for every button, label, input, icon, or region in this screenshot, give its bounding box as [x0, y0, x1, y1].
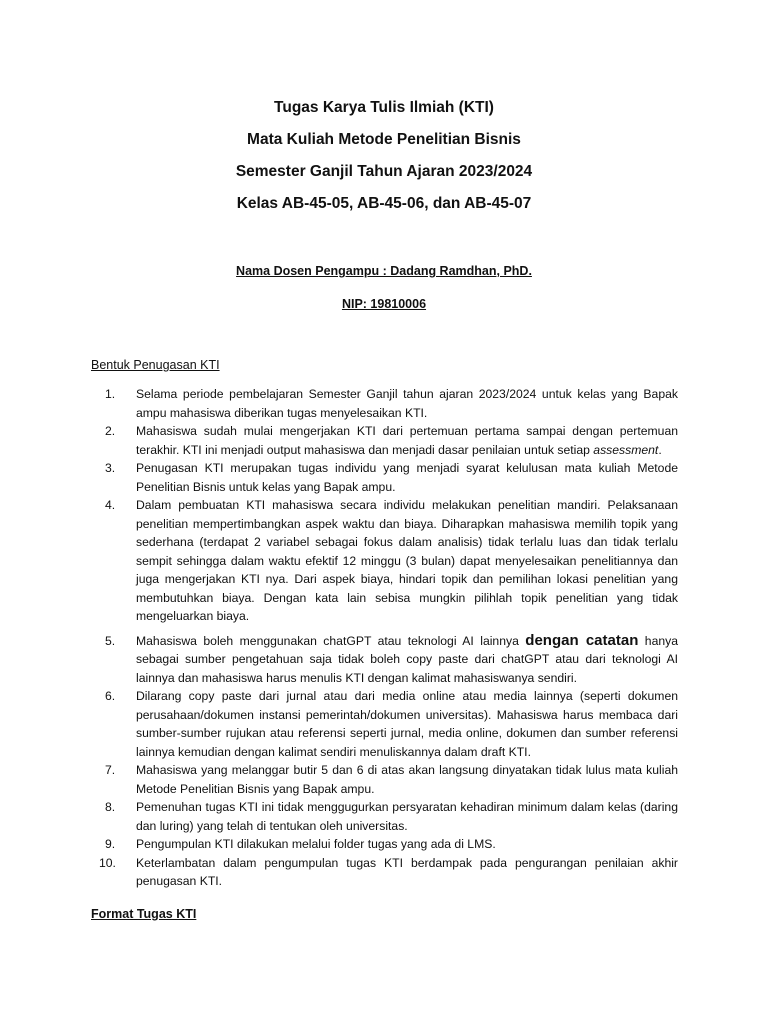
list-item: [91, 632, 678, 688]
list-number: 2.: [105, 424, 116, 438]
list-text: Mahasiswa boleh menggunakan chatGPT atau teknologi AI lainnya: [136, 633, 526, 648]
list-text: Pengumpulan KTI dilakukan melalui folder tugas yang ada di LMS.: [136, 837, 496, 851]
list-number: 9.: [105, 837, 116, 851]
list-item: [91, 459, 678, 496]
list-item: [91, 854, 678, 891]
list-text-emphasis: dengan catatan: [525, 631, 639, 649]
list-item: [91, 496, 678, 626]
list-text: Dalam pembuatan KTI mahasiswa secara individu melakukan penelitian mandiri. Pelaksanaan penelitian mempertimbangkan aspek waktu dan biaya. Diharapkan mahasiswa memilih topik yang sederhana (terdapat 2 variabel sebagai fokus dalam analisis) tidak terlalu luas dan tidak terlalu sempit sehingga dalam waktu efektif 12 minggu (3 bulan) dapat menyelesaikan penelitiannya dan juga mengerjakan KTI nya. Dari aspek biaya, hindari topik dan pemilihan lokasi penelitian yang membutuhkan biaya. Dengan kata lain sebisa mungkin pilihlah topik penelitian yang tidak mengeluarkan biaya.: [136, 498, 678, 623]
lecturer-name: Nama Dosen Pengampu : Dadang Ramdhan, PhD.: [236, 264, 532, 278]
list-number: 6.: [105, 689, 116, 703]
list-text-tail: hanya sebagai sumber pengetahuan saja tidak boleh copy paste dari chatGPT atau dari teknologi AI lainnya dan mahasiswa harus menulis KTI dengan kalimat mahasiswanya sendiri.: [136, 633, 679, 685]
list-number: 3.: [105, 461, 116, 475]
list-number: 8.: [105, 800, 116, 814]
list-text: Keterlambatan dalam pengumpulan tugas KTI berdampak pada pengurangan penilaian akhir penugasan KTI.: [136, 855, 678, 888]
list-text: Pemenuhan tugas KTI ini tidak menggugurkan persyaratan kehadiran minimum dalam kelas (daring dan luring) yang telah di tentukan oleh universitas.: [136, 800, 678, 833]
list-text: Dilarang copy paste dari jurnal atau dari media online atau media lainnya (seperti dokumen perusahaan/dokumen instansi pemerintah/dokumen universitas). Mahasiswa harus membaca dari sumber-sumber rujukan atau referensi seperti jurnal, media online, dokumen dan sumber referensi lainnya kemudian dengan kalimat sendiri menuliskannya dalam draft KTI.: [136, 689, 678, 759]
title-line-4: Kelas AB-45-05, AB-45-06, dan AB-45-07: [236, 195, 532, 212]
list-text: Selama periode pembelajaran Semester Ganjil tahun ajaran 2023/2024 untuk kelas yang Bapak ampu mahasiswa diberikan tugas menyelesaikan KTI.: [136, 387, 678, 420]
list-item: [91, 835, 678, 854]
list-item: [91, 687, 678, 761]
list-item: [91, 761, 678, 798]
list-text: Penugasan KTI merupakan tugas individu yang menjadi syarat kelulusan mata kuliah Metode Penelitian Bisnis untuk kelas yang Bapak ampu.: [136, 461, 678, 494]
list-number: 4.: [105, 498, 116, 512]
list-number: 10.: [99, 855, 116, 870]
list-item: [91, 798, 678, 835]
list-number: 1.: [105, 387, 116, 401]
list-text: Mahasiswa yang melanggar butir 5 dan 6 di atas akan langsung dinyatakan tidak lulus mata kuliah Metode Penelitian Bisnis yang Bapak ampu.: [136, 763, 678, 796]
section-heading-format: Format Tugas KTI: [91, 907, 197, 921]
list-text-italic: assessment: [593, 442, 659, 457]
list-item: [91, 422, 678, 459]
assignment-rules-list: [91, 385, 678, 891]
list-number: 7.: [105, 763, 116, 777]
title-line-1: Tugas Karya Tulis Ilmiah (KTI): [274, 99, 494, 116]
list-text: Mahasiswa sudah mulai mengerjakan KTI dari pertemuan pertama sampai dengan pertemuan terakhir. KTI ini menjadi output mahasiswa dan menjadi dasar penilaian untuk setiap: [136, 424, 678, 457]
document-title-block: [0, 92, 768, 220]
section-heading-bentuk: Bentuk Penugasan KTI: [91, 358, 220, 372]
title-line-2: Mata Kuliah Metode Penelitian Bisnis: [247, 131, 521, 148]
lecturer-nip: NIP: 19810006: [341, 297, 427, 311]
list-number: 5.: [105, 633, 116, 648]
list-item: [91, 385, 678, 422]
title-line-3: Semester Ganjil Tahun Ajaran 2023/2024: [235, 163, 533, 180]
list-text-tail: .: [658, 442, 662, 457]
